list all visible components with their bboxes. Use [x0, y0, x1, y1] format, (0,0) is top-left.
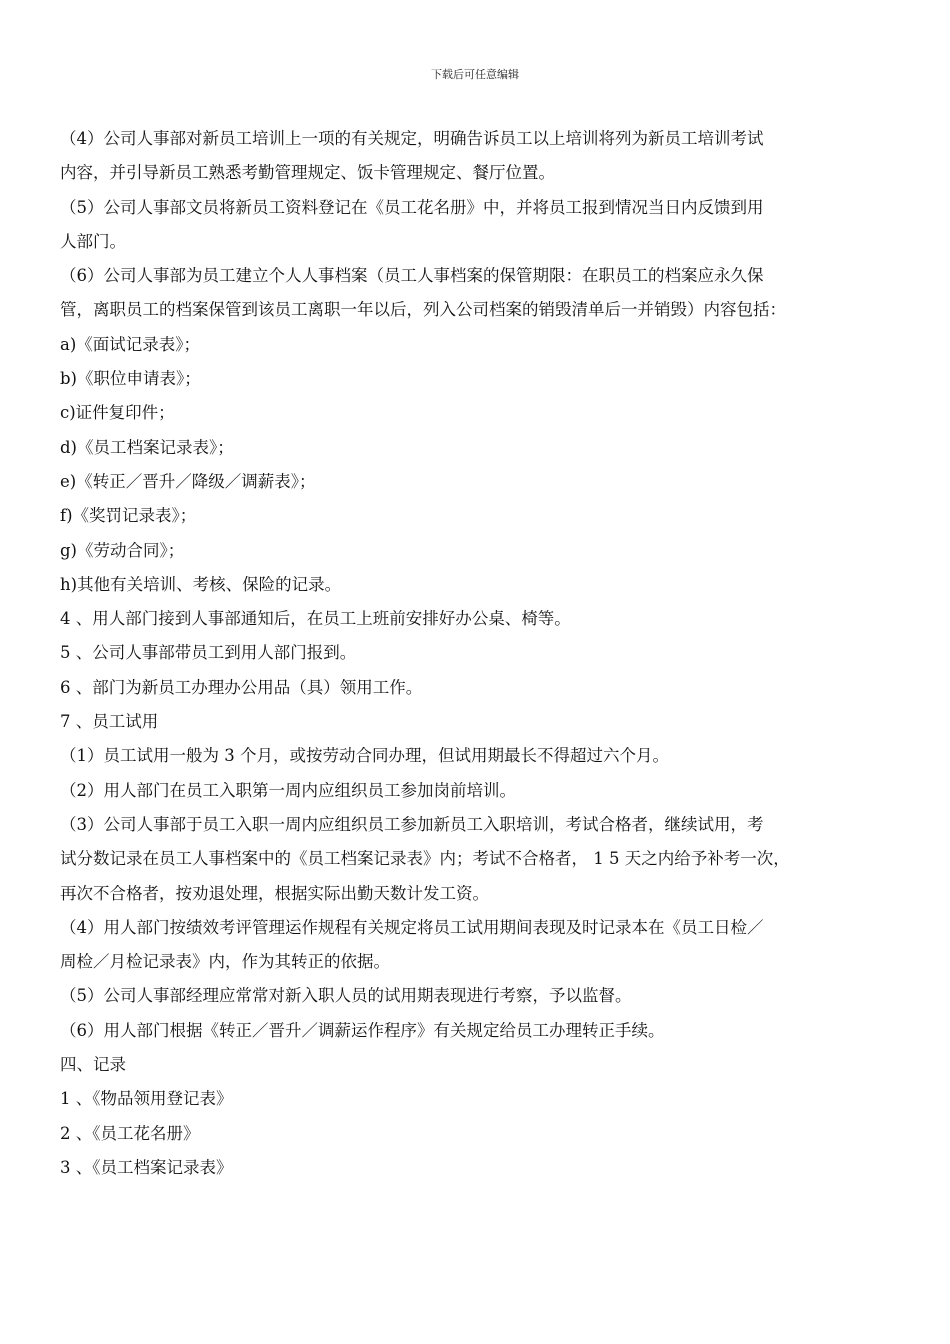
page-header: 下载后可任意编辑 — [431, 68, 519, 81]
paragraph-line: 人部门。 — [60, 231, 126, 251]
paragraph-line: （5）公司人事部文员将新员工资料登记在《员工花名册》中，并将员工报到情况当日内反馈到用 — [60, 197, 764, 217]
section-heading: 7 、员工试用 — [60, 712, 159, 732]
paragraph-line: 4 、用人部门接到人事部通知后，在员工上班前安排好办公桌、椅等。 — [60, 609, 571, 629]
paragraph-line: 试分数记录在员工人事档案中的《员工档案记录表》内；考试不合格者， 1 5 天之内给予补考一次， — [60, 849, 790, 869]
list-item: h)其他有关培训、考核、保险的记录。 — [60, 574, 342, 594]
list-item: c)证件复印件； — [60, 403, 175, 423]
paragraph-line: （5）公司人事部经理应常常对新入职人员的试用期表现进行考察，予以监督。 — [60, 986, 632, 1006]
record-item: 2 、《员工花名册》 — [60, 1123, 200, 1143]
list-item: g)《劳动合同》； — [60, 540, 185, 560]
paragraph-line: 周检／月检记录表》内，作为其转正的依据。 — [60, 952, 390, 972]
list-item: d)《员工档案记录表》； — [60, 437, 234, 457]
paragraph-line: （1）员工试用一般为 3 个月，或按劳动合同办理，但试用期最长不得超过六个月。 — [60, 746, 669, 766]
paragraph-line: 管，离职员工的档案保管到该员工离职一年以后，列入公司档案的销毁清单后一并销毁）内容包括： — [60, 300, 786, 320]
paragraph-line: （6）公司人事部为员工建立个人人事档案（员工人事档案的保管期限：在职员工的档案应永久保 — [60, 266, 764, 286]
document-body — [60, 122, 895, 1185]
list-item: b)《职位申请表》； — [60, 369, 201, 389]
paragraph-line: 内容，并引导新员工熟悉考勤管理规定、饭卡管理规定、餐厅位置。 — [60, 163, 555, 183]
list-item: f)《奖罚记录表》； — [60, 506, 197, 526]
paragraph-line: 5 、公司人事部带员工到用人部门报到。 — [60, 643, 357, 663]
paragraph-line: （3）公司人事部于员工入职一周内应组织员工参加新员工入职培训，考试合格者，继续试用，考 — [60, 814, 764, 834]
paragraph-line: （4）用人部门按绩效考评管理运作规程有关规定将员工试用期间表现及时记录本在《员工日检／ — [60, 917, 764, 937]
paragraph-line: （2）用人部门在员工入职第一周内应组织员工参加岗前培训。 — [60, 780, 516, 800]
paragraph-line: （6）用人部门根据《转正／晋升／调薪运作程序》有关规定给员工办理转正手续。 — [60, 1020, 665, 1040]
paragraph-line: 再次不合格者，按劝退处理，根据实际出勤天数计发工资。 — [60, 883, 489, 903]
record-item: 3 、《员工档案记录表》 — [60, 1157, 233, 1177]
paragraph-line: （4）公司人事部对新员工培训上一项的有关规定，明确告诉员工以上培训将列为新员工培训考试 — [60, 129, 764, 148]
section-heading: 四、记录 — [60, 1055, 126, 1075]
record-item: 1 、《物品领用登记表》 — [60, 1089, 233, 1109]
paragraph-line: 6 、部门为新员工办理办公用品（具）领用工作。 — [60, 677, 423, 697]
list-item: e)《转正／晋升／降级／调薪表》； — [60, 471, 316, 491]
list-item: a)《面试记录表》； — [60, 334, 201, 354]
